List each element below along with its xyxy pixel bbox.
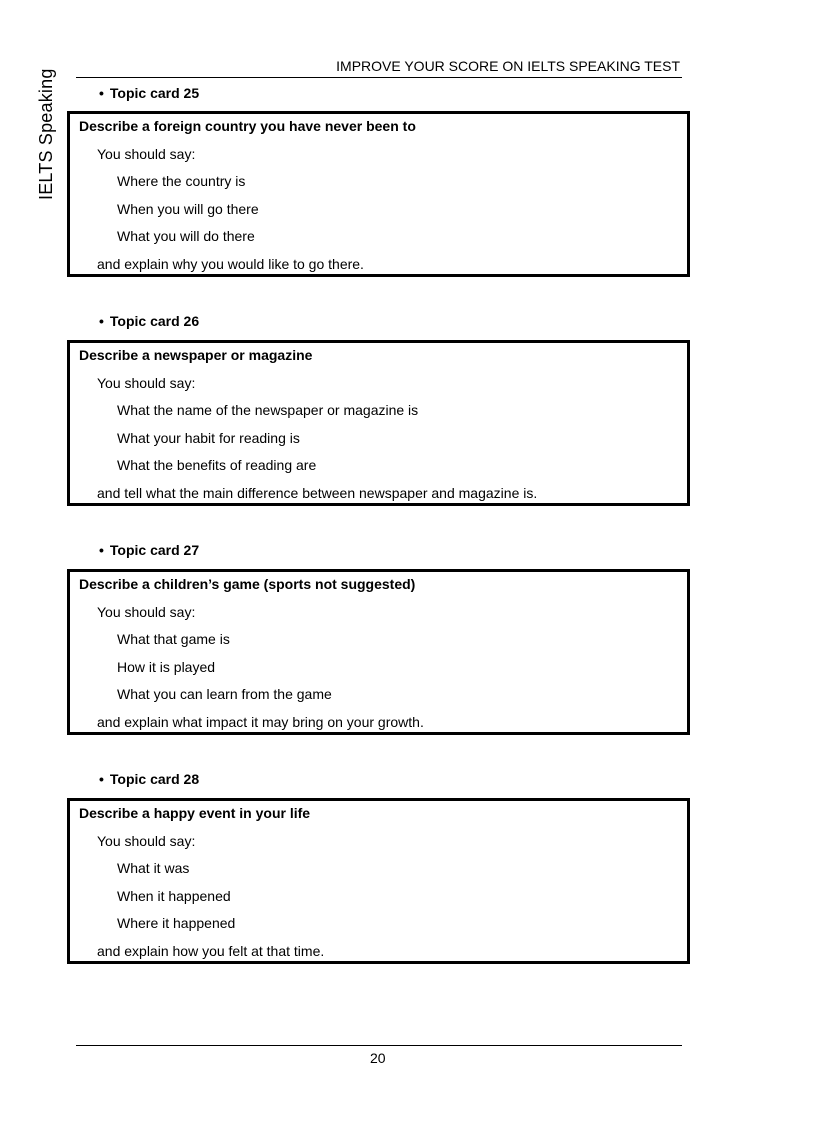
card-point: What you will do there xyxy=(117,228,255,244)
topic-card-heading xyxy=(99,85,199,101)
card-point: Where it happened xyxy=(117,915,236,931)
bullet-icon: • xyxy=(99,85,104,101)
card-point: Where the country is xyxy=(117,173,246,189)
topic-card-heading-text: Topic card 26 xyxy=(109,313,200,329)
topic-card-heading xyxy=(99,542,199,558)
bullet-icon: • xyxy=(99,771,104,787)
card-title: Describe a foreign country you have never been to xyxy=(79,118,416,134)
topic-card-heading-text: Topic card 27 xyxy=(109,542,200,558)
card-prompt: You should say: xyxy=(97,833,196,849)
topic-card-heading-text: Topic card 25 xyxy=(109,85,200,101)
side-label: IELTS Speaking xyxy=(36,68,56,200)
topic-card-box xyxy=(67,798,690,964)
topic-card-box xyxy=(67,340,690,506)
card-point: When you will go there xyxy=(117,201,259,217)
topic-card-box xyxy=(67,569,690,735)
card-point: How it is played xyxy=(117,659,216,675)
card-closing: and explain why you would like to go there. xyxy=(97,256,364,272)
card-prompt: You should say: xyxy=(97,146,196,162)
card-title: Describe a children’s game (sports not suggested) xyxy=(79,576,416,592)
card-point: What it was xyxy=(117,860,190,876)
footer-rule xyxy=(76,1045,682,1046)
header-rule xyxy=(76,77,682,78)
card-point: When it happened xyxy=(117,888,231,904)
topic-card-box xyxy=(67,111,690,277)
card-point: What the benefits of reading are xyxy=(117,457,317,473)
card-closing: and explain what impact it may bring on your growth. xyxy=(97,714,424,730)
card-point: What the name of the newspaper or magazine is xyxy=(117,402,419,418)
topic-card-heading xyxy=(99,313,199,329)
card-closing: and tell what the main difference between newspaper and magazine is. xyxy=(97,485,538,501)
topic-card-heading-text: Topic card 28 xyxy=(109,771,200,787)
topic-card-heading xyxy=(99,771,199,787)
bullet-icon: • xyxy=(99,542,104,558)
card-point: What your habit for reading is xyxy=(117,430,300,446)
page-number: 20 xyxy=(370,1050,386,1066)
card-title: Describe a newspaper or magazine xyxy=(79,347,313,363)
card-point: What you can learn from the game xyxy=(117,686,332,702)
card-title: Describe a happy event in your life xyxy=(79,805,311,821)
card-point: What that game is xyxy=(117,631,230,647)
card-prompt: You should say: xyxy=(97,604,196,620)
bullet-icon: • xyxy=(99,313,104,329)
header-title: IMPROVE YOUR SCORE ON IELTS SPEAKING TEST xyxy=(336,58,680,74)
card-prompt: You should say: xyxy=(97,375,196,391)
card-closing: and explain how you felt at that time. xyxy=(97,943,325,959)
